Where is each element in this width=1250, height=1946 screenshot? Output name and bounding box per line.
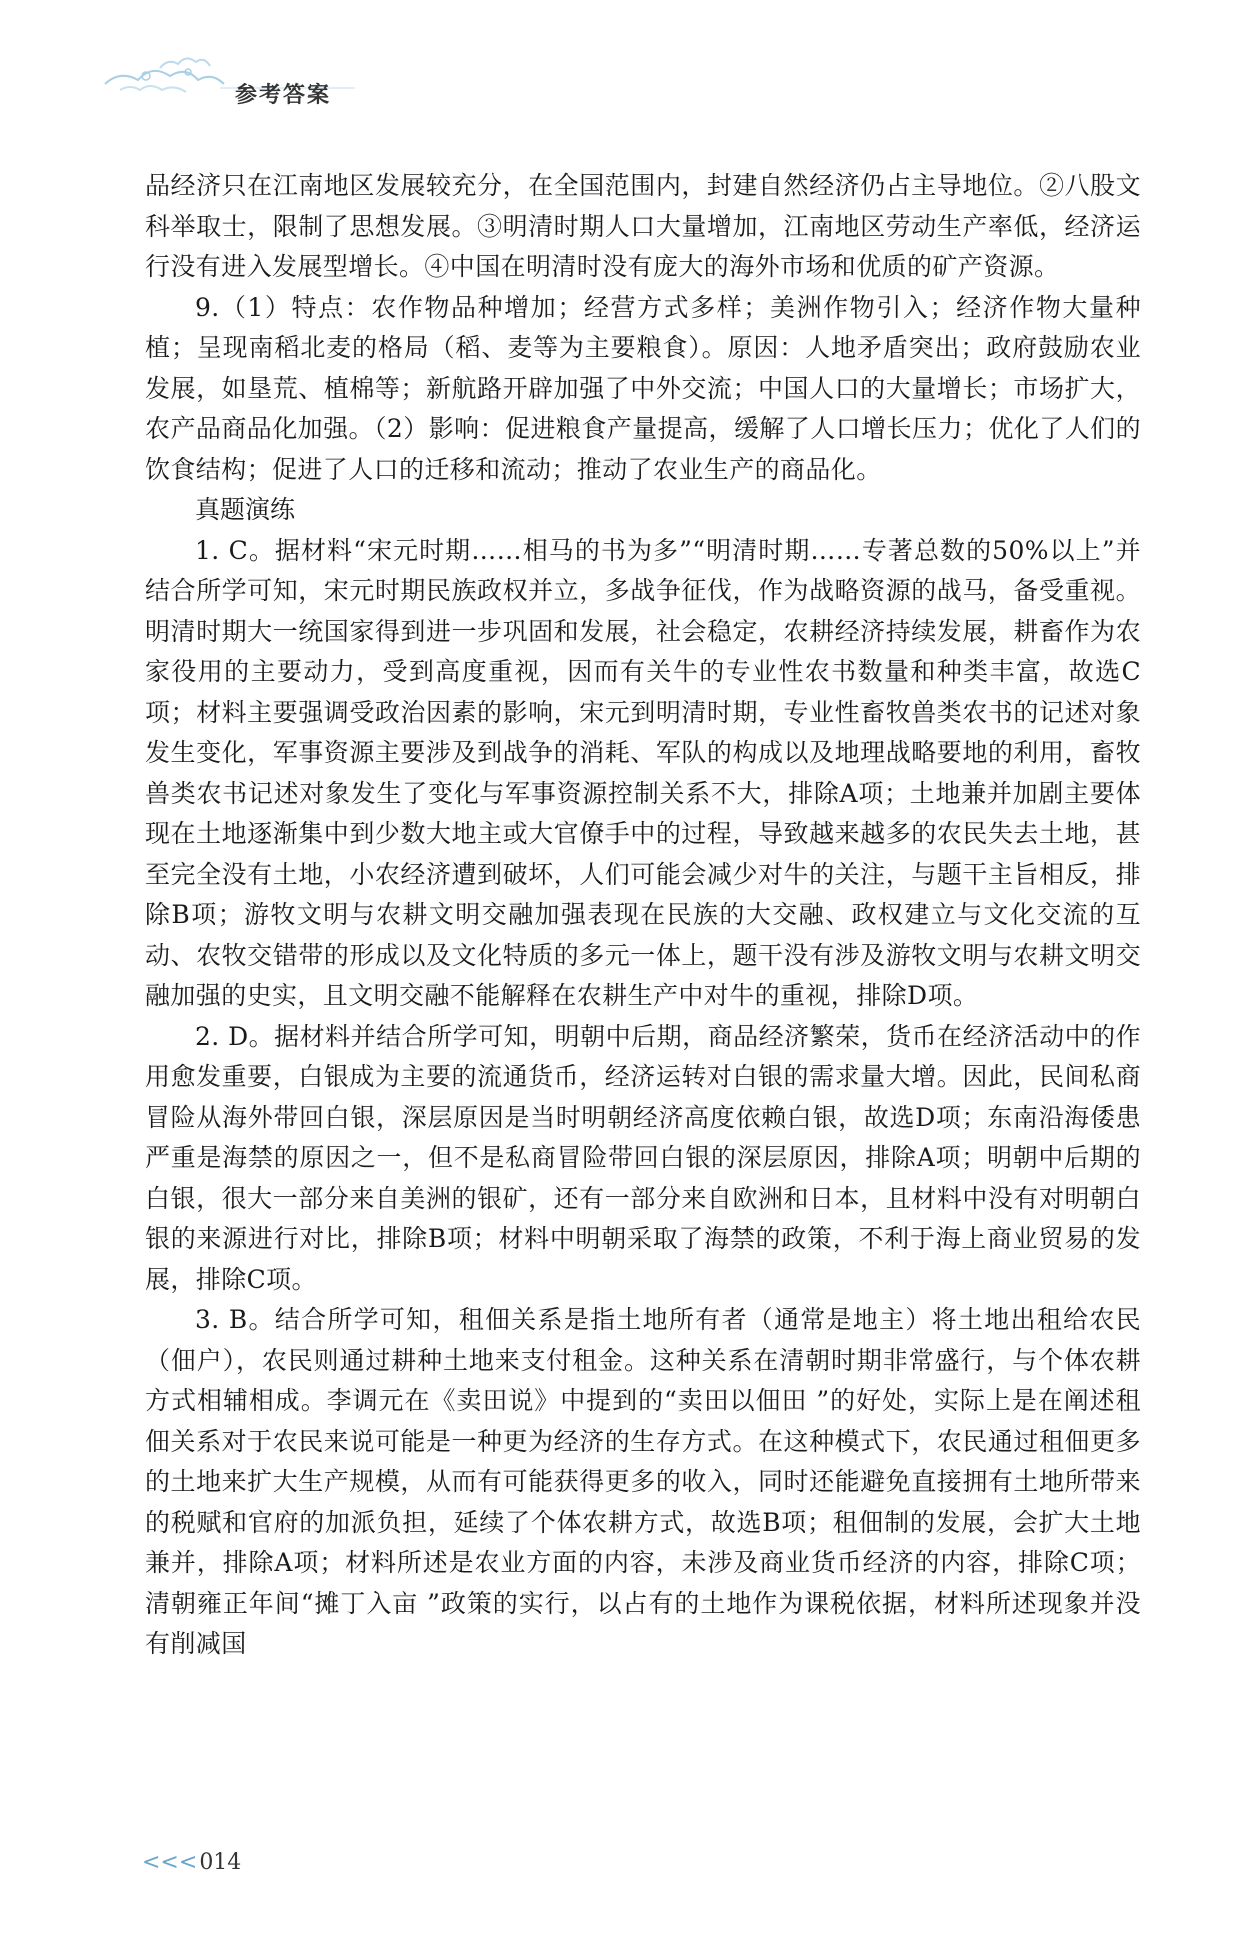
page-number: 014	[199, 1850, 242, 1875]
answer-paragraph: 品经济只在江南地区发展较充分，在全国范围内，封建自然经济仍占主导地位。②八股文科举取士，限制了思想发展。③明清时期人口大量增加，江南地区劳动生产率低，经济运行没有进入发展型增长。④中国在明清时没有庞大的海外市场和优质的矿产资源。	[145, 171, 1141, 281]
page-header	[100, 40, 360, 120]
header-title: 参考答案	[235, 83, 332, 108]
section-heading: 真题演练	[195, 495, 296, 524]
answer-content	[145, 166, 1141, 1665]
answer-paragraph: 1. C。据材料“宋元时期……相马的书为多”“明清时期……专著总数的50%以上”并结合所学可知，宋元时期民族政权并立，多战争征伐，作为战略资源的战马，备受重视。明清时期大一统国家得到进一步巩固和发展，社会稳定，农耕经济持续发展，耕畜作为农家役用的主要动力，受到高度重视，因而有关牛的专业性农书数量和种类丰富，故选C项；材料主要强调受政治因素的影响，宋元到明清时期，专业性畜牧兽类农书的记述对象发生变化，军事资源主要涉及到战争的消耗、军队的构成以及地理战略要地的利用，畜牧兽类农书记述对象发生了变化与军事资源控制关系不大，排除A项；土地兼并加剧主要体现在土地逐渐集中到少数大地主或大官僚手中的过程，导致越来越多的农民失去土地，甚至完全没有土地，小农经济遭到破坏，人们可能会减少对牛的关注，与题干主旨相反，排除B项；游牧文明与农耕文明交融加强表现在民族的大交融、政权建立与文化交流的互动、农牧交错带的形成以及文化特质的多元一体上，题干没有涉及游牧文明与农耕文明交融加强的史实，且文明交融不能解释在农耕生产中对牛的重视，排除D项。	[145, 535, 1141, 1010]
answer-paragraph: 9.（1）特点：农作物品种增加；经营方式多样；美洲作物引入；经济作物大量种植；呈现南稻北麦的格局（稻、麦等为主要粮食）。原因：人地矛盾突出；政府鼓励农业发展，如垦荒、植棉等；新航路开辟加强了中外交流；中国人口的大量增长；市场扩大，农产品商品化加强。（2）影响：促进粮食产量提高，缓解了人口增长压力；优化了人们的饮食结构；促进了人口的迁移和流动；推动了农业生产的商品化。	[145, 292, 1141, 484]
answer-paragraph: 2. D。据材料并结合所学可知，明朝中后期，商品经济繁荣，货币在经济活动中的作用愈发重要，白银成为主要的流通货币，经济运转对白银的需求量大增。因此，民间私商冒险从海外带回白银，深层原因是当时明朝经济高度依赖白银，故选D项；东南沿海倭患严重是海禁的原因之一，但不是私商冒险带回白银的深层原因，排除A项；明朝中后期的白银，很大一部分来自美洲的银矿，还有一部分来自欧洲和日本，且材料中没有对明朝白银的来源进行对比，排除B项；材料中明朝采取了海禁的政策，不利于海上商业贸易的发展，排除C项。	[145, 1021, 1141, 1294]
page-footer	[142, 1850, 241, 1875]
answer-paragraph: 3. B。结合所学可知，租佃关系是指土地所有者（通常是地主）将土地出租给农民（佃户），农民则通过耕种土地来支付租金。这种关系在清朝时期非常盛行，与个体农耕方式相辅相成。李调元在《卖田说》中提到的“卖田以佃田 ”的好处，实际上是在阐述租佃关系对于农民来说可能是一种更为经济的生存方式。在这种模式下，农民通过租佃更多的土地来扩大生产规模，从而有可能获得更多的收入，同时还能避免直接拥有土地所带来的税赋和官府的加派负担，延续了个体农耕方式，故选B项；租佃制的发展，会扩大土地兼并，排除A项；材料所述是农业方面的内容，未涉及商业货币经济的内容，排除C项；清朝雍正年间“摊丁入亩 ”政策的实行，以占有的土地作为课税依据，材料所述现象并没有削减国	[145, 1305, 1141, 1658]
chevron-left-icon: <<<	[142, 1850, 198, 1875]
